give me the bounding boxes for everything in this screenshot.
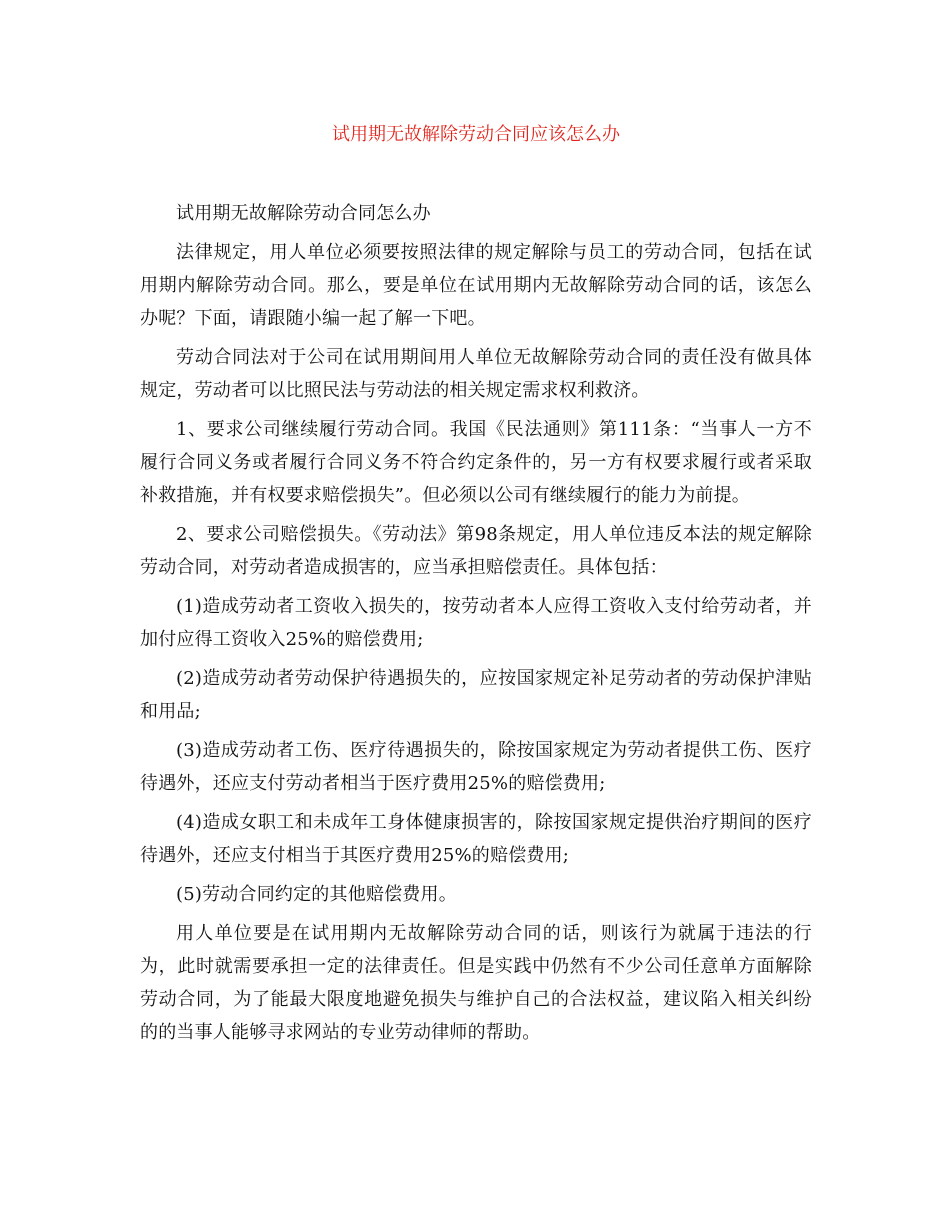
paragraph-subitem-2: (2)造成劳动者劳动保护待遇损失的，应按国家规定补足劳动者的劳动保护津贴和用品; (140, 668, 812, 722)
paragraph-item-1: 1、要求公司继续履行劳动合同。我国《民法通则》第111条：“当事人一方不履行合同义务或者履行合同义务不符合约定条件的，另一方有权要求履行或者采取补救措施，并有权要求赔偿损失”。但必须以公司有继续履行的能力为前提。 (140, 419, 812, 506)
paragraph-subitem-1: (1)造成劳动者工资收入损失的，按劳动者本人应得工资收入支付给劳动者，并加付应得工资收入25%的赔偿费用; (140, 596, 812, 650)
document-body (140, 197, 812, 1055)
paragraph-subitem-3: (3)造成劳动者工伤、医疗待遇损失的，除按国家规定为劳动者提供工伤、医疗待遇外，还应支付劳动者相当于医疗费用25%的赔偿费用; (140, 740, 812, 794)
paragraph-subtitle: 试用期无故解除劳动合同怎么办 (176, 203, 431, 224)
paragraph-item-2: 2、要求公司赔偿损失。《劳动法》第98条规定，用人单位违反本法的规定解除劳动合同，对劳动者造成损害的，应当承担赔偿责任。具体包括： (140, 524, 812, 578)
document-title: 试用期无故解除劳动合同应该怎么办 (332, 124, 620, 145)
paragraph-subitem-4: (4)造成女职工和未成年工身体健康损害的，除按国家规定提供治疗期间的医疗待遇外，还应支付相当于其医疗费用25%的赔偿费用; (140, 812, 812, 866)
paragraph-conclusion: 用人单位要是在试用期内无故解除劳动合同的话，则该行为就属于违法的行为，此时就需要承担一定的法律责任。但是实践中仍然有不少公司任意单方面解除劳动合同，为了能最大限度地避免损失与维护自己的合法权益，建议陷入相关纠纷的的当事人能够寻求网站的专业劳动律师的帮助。 (140, 923, 812, 1043)
paragraph-subitem-5: (5)劳动合同约定的其他赔偿费用。 (176, 884, 457, 905)
paragraph-intro: 法律规定，用人单位必须要按照法律的规定解除与员工的劳动合同，包括在试用期内解除劳动合同。那么，要是单位在试用期内无故解除劳动合同的话，该怎么办呢？下面，请跟随小编一起了解一下吧。 (140, 242, 812, 329)
paragraph-law-overview: 劳动合同法对于公司在试用期间用人单位无故解除劳动合同的责任没有做具体规定，劳动者可以比照民法与劳动法的相关规定需求权利救济。 (140, 347, 812, 401)
